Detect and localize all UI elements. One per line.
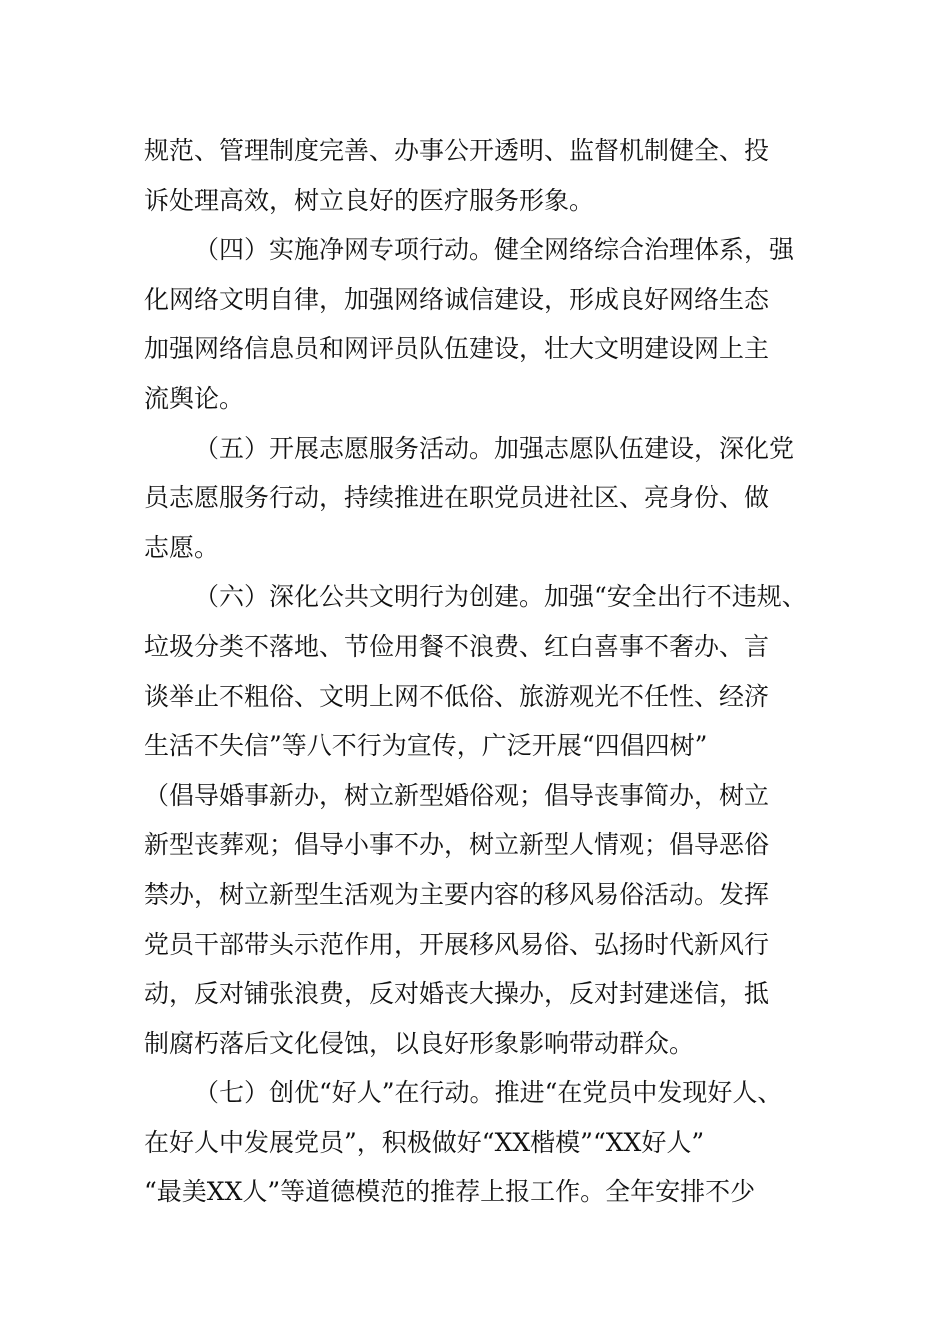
text-line: 垃圾分类不落地、节俭用餐不浪费、红白喜事不奢办、言 bbox=[144, 631, 770, 661]
section-heading-line: （七）创优“好人”在行动。推进“在党员中发现好人、 bbox=[194, 1078, 783, 1108]
text-line: 制腐朽落后文化侵蚀，以良好形象影响带动群众。 bbox=[144, 1028, 695, 1058]
text-line: 禁办，树立新型生活观为主要内容的移风易俗活动。发挥 bbox=[144, 879, 770, 909]
text-line: 员志愿服务行动，持续推进在职党员进社区、亮身份、做 bbox=[144, 483, 770, 513]
text-line: 党员干部带头示范作用，开展移风易俗、弘扬时代新风行 bbox=[144, 929, 770, 959]
text-line: 志愿。 bbox=[144, 532, 220, 562]
text-line: 新型丧葬观；倡导小事不办，树立新型人情观；倡导恶俗 bbox=[144, 830, 770, 860]
text-line: 生活不失信”等八不行为宣传，广泛开展“四倡四树” bbox=[144, 731, 708, 761]
body-text bbox=[144, 126, 814, 1217]
text-line: “最美XX人”等道德模范的推荐上报工作。全年安排不少 bbox=[144, 1177, 756, 1207]
text-line: 诉处理高效，树立良好的医疗服务形象。 bbox=[144, 185, 595, 215]
text-line: 规范、管理制度完善、办事公开透明、监督机制健全、投 bbox=[144, 136, 770, 165]
section-heading-line: （六）深化公共文明行为创建。加强“安全出行不违规、 bbox=[194, 582, 807, 612]
text-line: 谈举止不粗俗、文明上网不低俗、旅游观光不任性、经济 bbox=[144, 681, 770, 711]
text-line: 流舆论。 bbox=[144, 383, 245, 413]
section-heading-line: （五）开展志愿服务活动。加强志愿队伍建设，深化党 bbox=[194, 433, 795, 463]
text-line: （倡导婚事新办，树立新型婚俗观；倡导丧事简办，树立 bbox=[144, 780, 770, 810]
text-line: 在好人中发展党员”，积极做好“XX楷模”“XX好人” bbox=[144, 1127, 705, 1157]
text-line: 化网络文明自律，加强网络诚信建设，形成良好网络生态 bbox=[144, 284, 770, 314]
text-line: 动，反对铺张浪费，反对婚丧大操办，反对封建迷信，抵 bbox=[144, 979, 770, 1009]
section-heading-line: （四）实施净网专项行动。健全网络综合治理体系，强 bbox=[194, 235, 795, 265]
text-line: 加强网络信息员和网评员队伍建设，壮大文明建设网上主 bbox=[144, 334, 770, 364]
